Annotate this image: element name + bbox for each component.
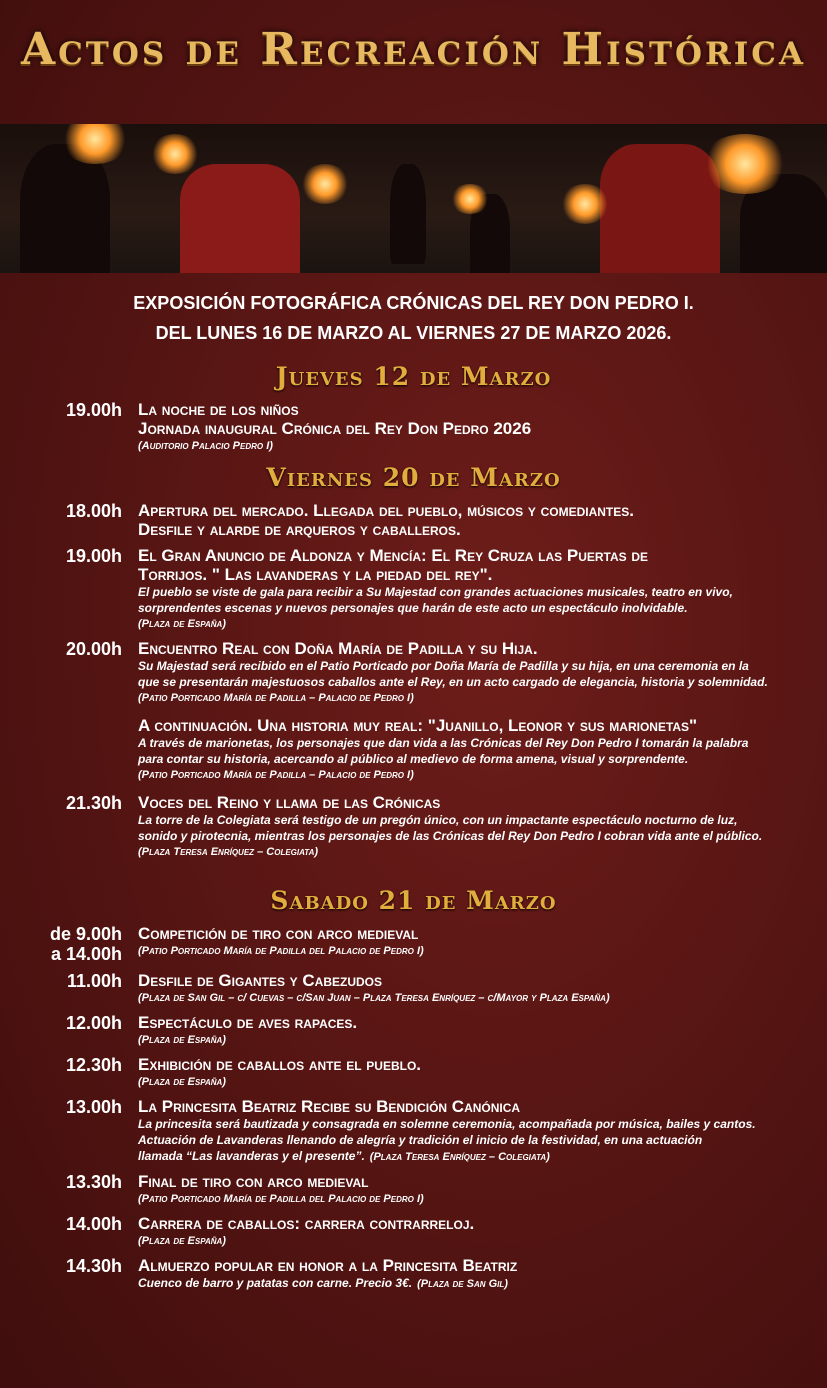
event-location: (Plaza de España) [138,618,226,630]
schedule-entry [0,1097,827,1165]
event-details [122,1172,788,1207]
event-time [0,1013,122,1048]
schedule-entry [0,546,827,632]
event-location: (Plaza de San Gil) [417,1278,508,1290]
event-title: Competición de tiro con arco medieval [138,924,419,943]
event-time-start: 12.00h [65,1013,122,1033]
schedule-entry [0,716,827,783]
event-time-end: a 14.00h [50,944,122,964]
event-time-start: 21.30h [65,793,122,813]
event-time [0,716,122,783]
event-time-start: de 9.00h [49,924,122,944]
event-time [0,501,122,539]
event-time-start: 19.00h [65,400,122,420]
event-details [122,639,788,706]
event-details [122,924,788,964]
event-details [122,1097,788,1165]
event-time [0,924,122,964]
event-time [0,1214,122,1249]
event-location: (Plaza Teresa Enríquez – Colegiata) [369,1151,550,1163]
event-location: (Patio Porticado María de Padilla del Palacio de Pedro I) [138,945,424,957]
event-title: El Gran Anuncio de Aldonza y Mencía: El Rey Cruza las Puertas de [138,546,649,565]
event-time-start: 13.30h [65,1172,122,1192]
event-details [122,1013,788,1048]
event-time-start: 19.00h [65,546,122,566]
event-time-start: 14.30h [65,1256,122,1276]
event-description: La torre de la Colegiata será testigo de un pregón único, con un impactante espectáculo nocturno de luz, [138,813,738,827]
event-time [0,793,122,860]
event-title: La noche de los niños [138,400,299,419]
event-title: Carrera de caballos: carrera contrarreloj. [138,1214,475,1233]
event-description: sorprendentes escenas y nuevos personajes que harán de este acto un espectáculo inolvidable. [138,601,688,615]
event-location: (Auditorio Palacio Pedro I) [138,440,273,452]
event-title: Encuentro Real con Doña María de Padilla y su Hija. [138,639,538,658]
schedule-entry [0,924,827,964]
poster-title: Actos de Recreación Histórica [20,24,807,75]
event-location: (Plaza de España) [138,1235,226,1247]
schedule-entry [0,1172,827,1207]
event-description: Actuación de Lavanderas llenando de alegría y tradición el inicio de la festividad, en una actuación [138,1133,703,1147]
schedule-entry [0,1055,827,1090]
event-time-start: 20.00h [65,639,122,659]
exhibition-dates: DEL LUNES 16 DE MARZO AL VIERNES 27 DE MARZO 2026. [155,323,672,343]
event-time-start: 18.00h [65,501,122,521]
event-title: Voces del Reino y llama de las Crónicas [138,793,441,812]
event-location: (Plaza de San Gil – c/ Cuevas – c/San Juan – Plaza Teresa Enríquez – c/Mayor y Plaza España) [138,992,610,1004]
event-details [122,1214,788,1249]
event-title: Final de tiro con arco medieval [138,1172,369,1191]
event-details [122,1055,788,1090]
event-title: Exhibición de caballos ante el pueblo. [138,1055,422,1074]
event-description: sonido y pirotecnia, mientras los personajes de las Crónicas del Rey Don Pedro I cobran vida ante el público. [138,829,763,843]
schedule-entry [0,639,827,706]
event-time-start: 11.00h [66,971,122,991]
event-time [0,639,122,706]
event-title: Torrijos. " Las lavanderas y la piedad del rey". [138,565,493,584]
event-details [122,716,788,783]
event-description: A través de marionetas, los personajes que dan vida a las Crónicas del Rey Don Pedro I tomarán la palabra [138,736,749,750]
event-location: (Plaza de España) [138,1034,226,1046]
event-title: Desfile y alarde de arqueros y caballeros. [138,520,461,539]
event-title: A continuación. Una historia muy real: "Juanillo, Leonor y sus marionetas" [138,716,698,735]
event-details [122,793,788,860]
event-time [0,1172,122,1207]
event-description-line [138,1275,788,1292]
event-description: El pueblo se viste de gala para recibir a Su Majestad con grandes actuaciones musicales, teatro en vivo, [138,585,733,599]
schedule-entry [0,400,827,454]
event-details [122,400,788,454]
event-location: (Patio Porticado María de Padilla – Palacio de Pedro I) [138,769,414,781]
day-heading: Jueves 12 de Marzo [275,362,552,391]
event-details [122,971,788,1006]
event-location: (Plaza Teresa Enríquez – Colegiata) [138,846,319,858]
event-description: para contar su historia, acercando al público al medievo de forma amena, visual y sorprendente. [138,752,689,766]
event-time-start: 14.00h [65,1214,122,1234]
event-time-start: 13.00h [65,1097,122,1117]
schedule-entry [0,1013,827,1048]
event-time [0,546,122,632]
event-title: Apertura del mercado. Llegada del pueblo, músicos y comediantes. [138,501,634,520]
event-description-line [138,1148,788,1165]
event-description: La princesita será bautizada y consagrada en solemne ceremonia, acompañada por música, bailes y cantos. [138,1117,756,1131]
schedule-entry [0,1256,827,1292]
event-time [0,1055,122,1090]
event-title: Jornada inaugural Crónica del Rey Don Pedro 2026 [138,419,532,438]
event-title: Almuerzo popular en honor a la Princesita Beatriz [138,1256,518,1275]
event-location: (Plaza de España) [138,1076,226,1088]
day-heading: Sabado 21 de Marzo [270,886,557,915]
event-location: (Patio Porticado María de Padilla – Palacio de Pedro I) [138,692,414,704]
event-description: Su Majestad será recibido en el Patio Porticado por Doña María de Padilla y su hija, en una ceremonia en la [138,659,749,673]
schedule-entry [0,501,827,539]
event-description: que se presentarán majestuosos caballos ante el Rey, en un acto cargado de elegancia, historia y solemnidad. [138,675,768,689]
exhibition-title: EXPOSICIÓN FOTOGRÁFICA CRÓNICAS DEL REY DON PEDRO I. [133,293,694,313]
torch-procession-photo [0,124,827,273]
event-details [122,1256,788,1292]
day-heading: Viernes 20 de Marzo [266,463,561,492]
event-time-start: 12.30h [65,1055,122,1075]
event-title: Espectáculo de aves rapaces. [138,1013,358,1032]
event-time [0,971,122,1006]
event-details [122,501,788,539]
event-time [0,1097,122,1165]
event-title: La Princesita Beatriz Recibe su Bendición Canónica [138,1097,521,1116]
exhibition-notice [0,288,827,348]
event-title: Desfile de Gigantes y Cabezudos [138,971,383,990]
event-time [0,1256,122,1292]
event-time [0,400,122,454]
event-description: llamada “Las lavanderas y el presente”. [138,1149,365,1163]
event-description: Cuenco de barro y patatas con carne. Precio 3€. [138,1276,413,1290]
schedule [0,360,827,1299]
event-location: (Patio Porticado María de Padilla del Palacio de Pedro I) [138,1193,424,1205]
schedule-entry [0,1214,827,1249]
schedule-entry [0,971,827,1006]
schedule-entry [0,793,827,860]
event-details [122,546,788,632]
